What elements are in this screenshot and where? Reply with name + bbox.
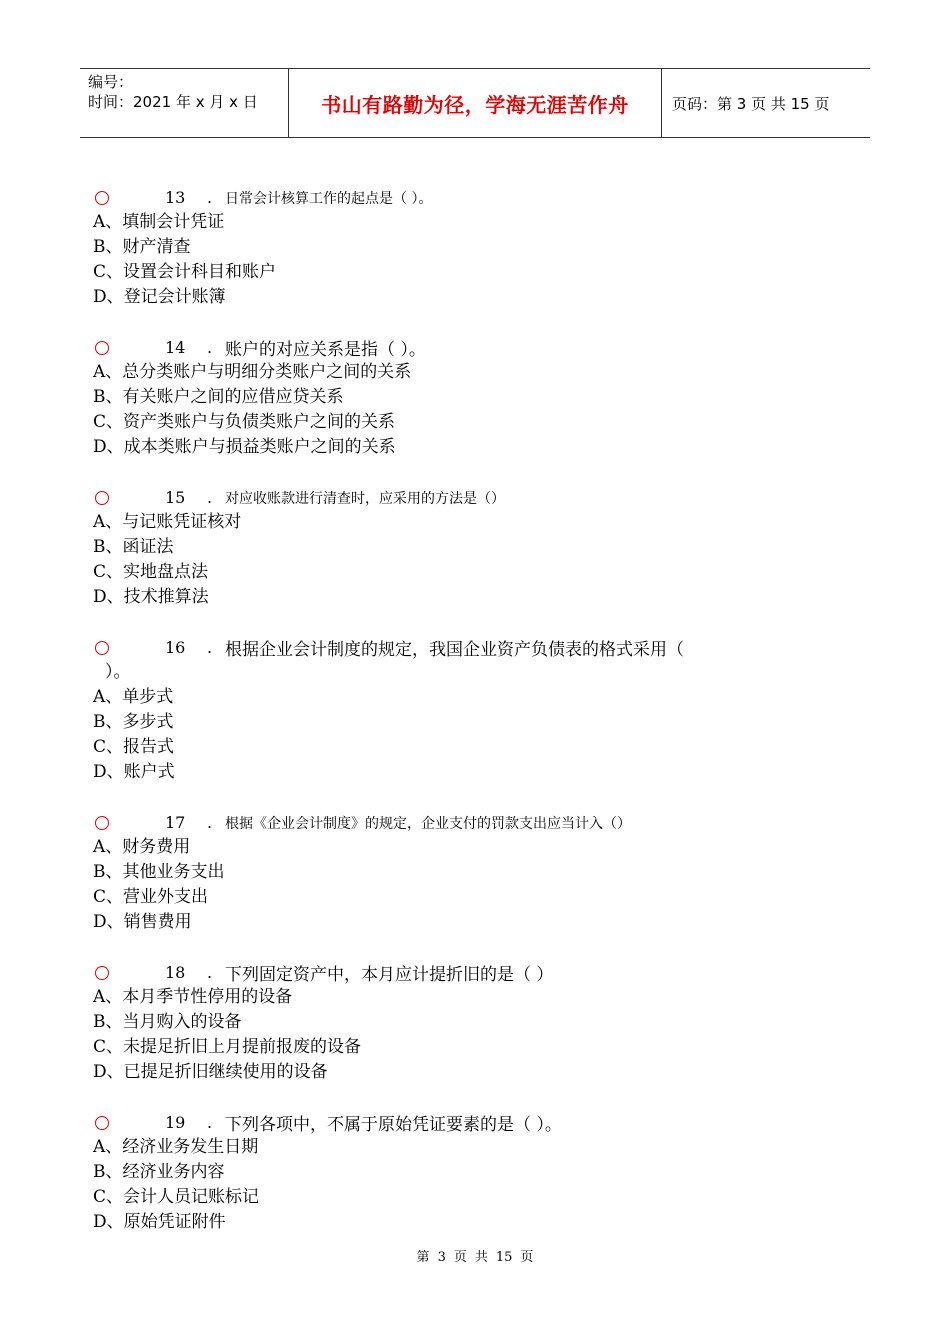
question-block <box>93 635 773 785</box>
answer-option: A、与记账凭证核对 <box>93 512 242 532</box>
question-text: 根据企业会计制度的规定，我国企业资产负债表的格式采用（ <box>225 640 684 660</box>
time-label: 时间：2021 年 x 月 x 日 <box>88 93 258 111</box>
answer-option: D、登记会计账簿 <box>93 287 226 307</box>
circle-marker-icon <box>95 816 109 830</box>
motto: 书山有路勤为径，学海无涯苦作舟 <box>321 92 629 117</box>
header-meta <box>80 69 289 137</box>
question-number: 17 <box>165 813 186 832</box>
question-block <box>93 960 773 1085</box>
answer-option: D、成本类账户与损益类账户之间的关系 <box>93 437 396 457</box>
question-number: 15 <box>165 488 186 507</box>
answer-option: D、销售费用 <box>93 912 192 932</box>
question-block <box>93 335 773 460</box>
question-dot: . <box>207 1113 213 1132</box>
answer-option: C、报告式 <box>93 737 175 757</box>
question-dot: . <box>207 638 213 657</box>
question-line <box>93 335 773 360</box>
answer-option: C、会计人员记账标记 <box>93 1187 260 1207</box>
circle-marker-icon <box>95 966 109 980</box>
answer-option: A、总分类账户与明细分类账户之间的关系 <box>93 362 412 382</box>
answer-option: B、当月购入的设备 <box>93 1012 242 1032</box>
question-number: 19 <box>165 1113 186 1132</box>
question-block <box>93 185 773 310</box>
question-line <box>93 635 773 660</box>
answer-option: B、经济业务内容 <box>93 1162 225 1182</box>
question-dot: . <box>207 188 213 207</box>
question-line <box>93 1110 773 1135</box>
answer-option: D、原始凭证附件 <box>93 1212 226 1232</box>
question-line <box>93 960 773 985</box>
answer-option: D、已提足折旧继续使用的设备 <box>93 1062 328 1082</box>
question-list <box>93 185 773 1260</box>
footer-ye: 页 <box>453 1250 467 1265</box>
answer-option: D、技术推算法 <box>93 587 209 607</box>
question-number: 14 <box>165 338 186 357</box>
page-info: 页码：第 3 页 共 15 页 <box>672 94 830 113</box>
header-motto-cell <box>289 69 662 137</box>
question-line <box>93 810 773 835</box>
question-text-continuation: ）。 <box>105 662 131 682</box>
question-text: 根据《企业会计制度》的规定，企业支付的罚款支出应当计入（） <box>225 815 631 832</box>
circle-marker-icon <box>95 341 109 355</box>
answer-option: B、多步式 <box>93 712 174 732</box>
page-footer <box>0 1246 950 1265</box>
question-number: 16 <box>165 638 186 657</box>
circle-marker-icon <box>95 641 109 655</box>
answer-option: A、单步式 <box>93 687 174 707</box>
answer-option: C、实地盘点法 <box>93 562 209 582</box>
answer-option: B、其他业务支出 <box>93 862 225 882</box>
answer-option: A、填制会计凭证 <box>93 212 225 232</box>
page-header <box>80 68 870 138</box>
question-block <box>93 810 773 935</box>
question-text: 下列固定资产中，本月应计提折旧的是（ ） <box>225 965 554 985</box>
answer-option: C、营业外支出 <box>93 887 209 907</box>
footer-ye: 页 <box>520 1250 534 1265</box>
answer-option: A、本月季节性停用的设备 <box>93 987 293 1007</box>
question-number: 18 <box>165 963 186 982</box>
question-line <box>93 185 773 210</box>
question-text: 日常会计核算工作的起点是（ ）。 <box>225 190 433 207</box>
answer-option: D、账户式 <box>93 762 175 782</box>
question-number: 13 <box>165 188 186 207</box>
circle-marker-icon <box>95 191 109 205</box>
question-dot: . <box>207 488 213 507</box>
answer-option: B、函证法 <box>93 537 174 557</box>
answer-option: A、经济业务发生日期 <box>93 1137 259 1157</box>
question-block <box>93 485 773 610</box>
question-dot: . <box>207 338 213 357</box>
footer-di: 第 <box>416 1250 430 1265</box>
answer-option: B、有关账户之间的应借应贷关系 <box>93 387 344 407</box>
question-text: 对应收账款进行清查时，应采用的方法是（） <box>225 490 505 507</box>
footer-gong: 共 <box>474 1250 488 1265</box>
answer-option: B、财产清查 <box>93 237 191 257</box>
question-block <box>93 1110 773 1235</box>
answer-option: C、未提足折旧上月提前报废的设备 <box>93 1037 362 1057</box>
answer-option: C、资产类账户与负债类账户之间的关系 <box>93 412 396 432</box>
answer-option: C、设置会计科目和账户 <box>93 262 277 282</box>
code-label: 编号： <box>88 73 134 91</box>
question-dot: . <box>207 813 213 832</box>
question-dot: . <box>207 963 213 982</box>
answer-option: A、财务费用 <box>93 837 191 857</box>
circle-marker-icon <box>95 1116 109 1130</box>
circle-marker-icon <box>95 491 109 505</box>
footer-total-pages: 15 <box>495 1250 513 1265</box>
footer-page-number: 3 <box>437 1250 446 1265</box>
question-line <box>93 485 773 510</box>
question-text: 下列各项中，不属于原始凭证要素的是（ ）。 <box>225 1115 562 1135</box>
question-text: 账户的对应关系是指（ ）。 <box>225 340 426 360</box>
header-page-cell <box>662 69 870 137</box>
